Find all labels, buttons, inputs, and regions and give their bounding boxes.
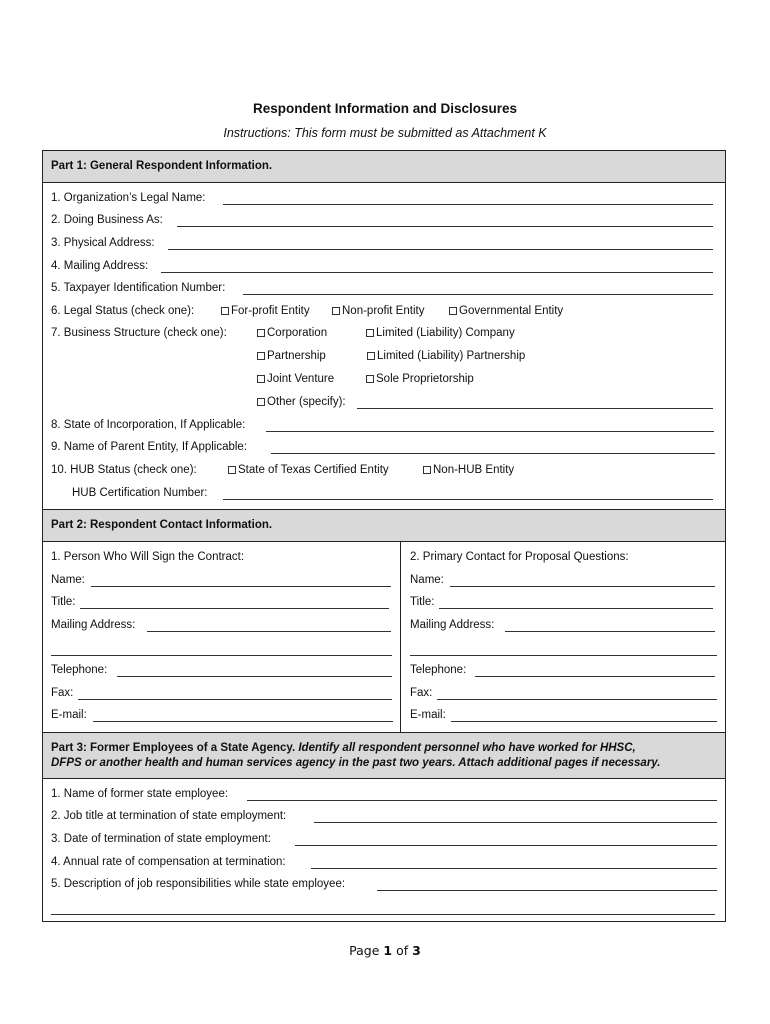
hub-option-non-hub[interactable]: Non-HUB Entity [423,464,514,476]
mailing-address-label: 4. Mailing Address: [51,260,149,272]
structure-option-sole-proprietorship[interactable]: Sole Proprietorship [366,373,474,385]
org-name-label: 1. Organization’s Legal Name: [51,192,206,204]
hub-option-certified[interactable]: State of Texas Certified Entity [228,464,389,476]
checkbox-icon [366,329,374,337]
form-instructions: Instructions: This form must be submitted as Attachment K [223,126,547,140]
part2-column-divider [400,541,401,732]
contact-mailing-field-2[interactable] [410,655,717,656]
compensation-field[interactable] [311,868,717,869]
page-number: Page 1 of 3 [349,943,421,958]
termination-date-field[interactable] [295,845,717,846]
checkbox-icon [257,375,265,383]
part1-header: Part 1: General Respondent Information. [43,151,725,183]
signer-telephone-field[interactable] [117,676,392,677]
signer-name-label: Name: [51,574,85,586]
part3-header-note-2: DFPS or another health and human services agency in the past two years. Attach additional pages if necessary. [51,757,661,769]
contact-heading: 2. Primary Contact for Proposal Questions: [410,551,629,563]
signer-title-field[interactable] [80,608,389,609]
signer-email-field[interactable] [93,721,393,722]
signer-fax-field[interactable] [78,699,392,700]
contact-mailing-field[interactable] [505,631,715,632]
physical-address-label: 3. Physical Address: [51,237,155,249]
job-description-label: 5. Description of job responsibilities while state employee: [51,878,346,890]
checkbox-icon [257,329,265,337]
dba-label: 2. Doing Business As: [51,214,163,226]
business-structure-label: 7. Business Structure (check one): [51,327,227,339]
contact-mailing-label: Mailing Address: [410,619,495,631]
checkbox-icon [423,466,431,474]
checkbox-icon [257,398,265,406]
checkbox-icon [332,307,340,315]
termination-date-label: 3. Date of termination of state employment: [51,833,271,845]
part3-header [43,732,725,779]
dba-field[interactable] [177,226,713,227]
part3-header-title: Part 3: Former Employees of a State Agency. [51,742,296,754]
checkbox-icon [221,307,229,315]
physical-address-field[interactable] [168,249,713,250]
signer-heading: 1. Person Who Will Sign the Contract: [51,551,245,563]
contact-telephone-field[interactable] [475,676,715,677]
contact-email-field[interactable] [451,721,717,722]
structure-option-joint-venture[interactable]: Joint Venture [257,373,334,385]
contact-fax-field[interactable] [437,699,717,700]
compensation-label: 4. Annual rate of compensation at termination: [51,856,286,868]
former-employee-name-label: 1. Name of former state employee: [51,788,229,800]
tin-field[interactable] [243,294,713,295]
job-description-field-2[interactable] [51,914,715,915]
structure-option-partnership[interactable]: Partnership [257,350,326,362]
signer-mailing-field[interactable] [147,631,391,632]
hub-cert-label: HUB Certification Number: [72,487,208,499]
legal-status-option-governmental[interactable]: Governmental Entity [449,305,563,317]
contact-fax-label: Fax: [410,687,433,699]
contact-name-label: Name: [410,574,444,586]
checkbox-icon [366,375,374,383]
form-table [42,150,726,922]
legal-status-option-forprofit[interactable]: For-profit Entity [221,305,310,317]
contact-telephone-label: Telephone: [410,664,467,676]
state-incorporation-field[interactable] [266,431,714,432]
legal-status-label: 6. Legal Status (check one): [51,305,195,317]
checkbox-icon [367,352,375,360]
structure-option-other[interactable]: Other (specify): [257,396,346,408]
parent-entity-label: 9. Name of Parent Entity, If Applicable: [51,441,248,453]
form-title: Respondent Information and Disclosures [252,101,518,116]
contact-email-label: E-mail: [410,709,446,721]
signer-email-label: E-mail: [51,709,87,721]
contact-title-field[interactable] [439,608,713,609]
contact-name-field[interactable] [450,586,715,587]
signer-title-label: Title: [51,596,76,608]
structure-option-llc[interactable]: Limited (Liability) Company [366,327,515,339]
structure-option-corporation[interactable]: Corporation [257,327,327,339]
checkbox-icon [257,352,265,360]
checkbox-icon [449,307,457,315]
structure-other-field[interactable] [357,408,713,409]
signer-name-field[interactable] [91,586,391,587]
checkbox-icon [228,466,236,474]
part3-header-note-1: Identify all respondent personnel who have worked for HHSC, [298,742,636,754]
signer-mailing-field-2[interactable] [51,655,392,656]
former-employee-name-field[interactable] [247,800,717,801]
state-incorporation-label: 8. State of Incorporation, If Applicable: [51,419,246,431]
hub-cert-field[interactable] [223,499,713,500]
parent-entity-field[interactable] [271,453,715,454]
signer-telephone-label: Telephone: [51,664,108,676]
contact-title-label: Title: [410,596,435,608]
structure-option-llp[interactable]: Limited (Liability) Partnership [367,350,525,362]
signer-mailing-label: Mailing Address: [51,619,136,631]
job-title-field[interactable] [314,822,717,823]
job-title-label: 2. Job title at termination of state employment: [51,810,287,822]
org-name-field[interactable] [223,204,713,205]
part2-header: Part 2: Respondent Contact Information. [43,509,725,542]
signer-fax-label: Fax: [51,687,74,699]
legal-status-option-nonprofit[interactable]: Non-profit Entity [332,305,424,317]
tin-label: 5. Taxpayer Identification Number: [51,282,226,294]
job-description-field[interactable] [377,890,717,891]
mailing-address-field[interactable] [161,272,713,273]
hub-status-label: 10. HUB Status (check one): [51,464,197,476]
